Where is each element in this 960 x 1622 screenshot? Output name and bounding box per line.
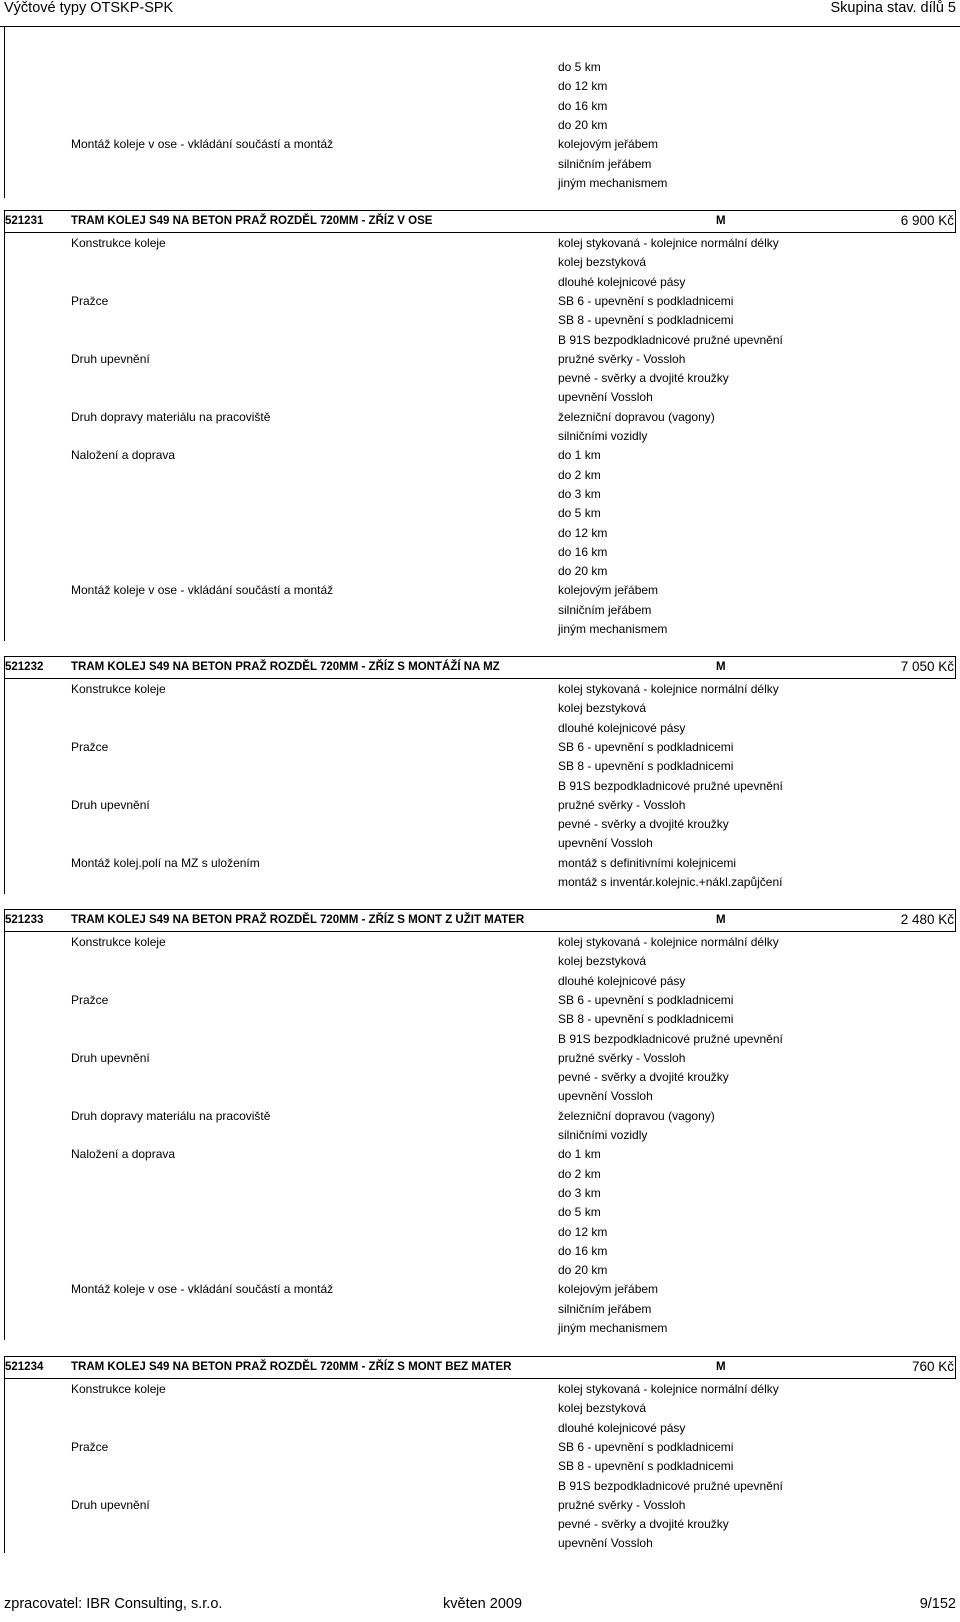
table-rule	[4, 1378, 956, 1379]
row-label: Druh dopravy materiálu na pracoviště	[71, 1108, 271, 1123]
table-border	[955, 656, 956, 679]
row-value: B 91S bezpodkladnicové pružné upevnění	[558, 332, 783, 347]
row-label: Druh dopravy materiálu na pracoviště	[71, 409, 271, 424]
row-value: jiným mechanismem	[558, 622, 668, 636]
row-value: kolejovým jeřábem	[558, 137, 659, 152]
row-value: upevnění Vossloh	[558, 1089, 653, 1104]
item-code: 521231	[5, 215, 44, 227]
table-border	[4, 656, 5, 894]
row-value: kolej bezstyková	[558, 1401, 647, 1416]
table-border	[4, 909, 5, 1340]
row-value: do 12 km	[558, 1224, 608, 1239]
item-price: 7 050 Kč	[900, 659, 954, 674]
row-value: montáž s inventár.kolejnic.+nákl.zapůjčení	[558, 875, 783, 889]
row-value: kolej bezstyková	[558, 954, 647, 969]
row-value: pružné svěrky - Vossloh	[558, 797, 686, 812]
row-label: Pražce	[71, 992, 109, 1007]
row-value: do 2 km	[558, 467, 601, 482]
row-value: montáž s definitivními kolejnicemi	[558, 855, 737, 870]
item-title: TRAM KOLEJ S49 NA BETON PRAŽ ROZDĚL 720MM - ZŘÍZ S MONTÁŽÍ NA MZ	[71, 661, 500, 673]
table-border	[955, 909, 956, 932]
row-value: do 16 km	[558, 98, 608, 113]
row-value: dlouhé kolejnicové pásy	[558, 973, 686, 988]
item-unit: M	[716, 1361, 726, 1373]
item-code: 521232	[5, 661, 44, 673]
row-label: Druh upevnění	[71, 351, 150, 366]
row-label: Naložení a doprava	[71, 1147, 176, 1162]
row-value: upevnění Vossloh	[558, 1536, 653, 1551]
footer-left-text: zpracovatel: IBR Consulting, s.r.o.	[4, 1596, 223, 1612]
item-code: 521233	[5, 914, 44, 926]
header-left-text: Výčtové typy OTSKP-SPK	[4, 0, 174, 16]
page-header	[0, 0, 960, 20]
item-title: TRAM KOLEJ S49 NA BETON PRAŽ ROZDĚL 720MM - ZŘÍZ V OSE	[71, 215, 433, 227]
row-label: Konstrukce koleje	[71, 935, 166, 949]
row-value: SB 6 - upevnění s podkladnicemi	[558, 739, 734, 754]
row-value: SB 6 - upevnění s podkladnicemi	[558, 992, 734, 1007]
row-value: pevné - svěrky a dvojité kroužky	[558, 1070, 729, 1085]
row-value: do 16 km	[558, 1243, 608, 1258]
item-title: TRAM KOLEJ S49 NA BETON PRAŽ ROZDĚL 720MM - ZŘÍZ S MONT BEZ MATER	[71, 1361, 512, 1373]
item-price: 6 900 Kč	[900, 213, 954, 228]
row-label: Konstrukce koleje	[71, 236, 166, 250]
row-value: B 91S bezpodkladnicové pružné upevnění	[558, 1478, 783, 1493]
row-value: pružné svěrky - Vossloh	[558, 1050, 686, 1065]
row-value: do 12 km	[558, 79, 608, 94]
footer-center-text: květen 2009	[443, 1596, 523, 1612]
row-value: pevné - svěrky a dvojité kroužky	[558, 1517, 729, 1532]
row-value: do 20 km	[558, 117, 608, 132]
table-rule	[4, 1356, 956, 1357]
row-value: do 3 km	[558, 486, 601, 501]
row-value: jiným mechanismem	[558, 1321, 668, 1335]
row-label: Pražce	[71, 1439, 109, 1454]
item-code: 521234	[5, 1361, 44, 1373]
row-label: Montáž koleje v ose - vkládání součástí a montáž	[71, 1282, 334, 1297]
row-value: kolejovým jeřábem	[558, 1282, 659, 1297]
row-label: Montáž koleje v ose - vkládání součástí a montáž	[71, 583, 334, 598]
row-value: kolej stykovaná - kolejnice normální délky	[558, 935, 779, 949]
row-value: upevnění Vossloh	[558, 836, 653, 851]
row-value: do 2 km	[558, 1166, 601, 1181]
table-rule	[0, 26, 960, 27]
row-label: Pražce	[71, 293, 109, 308]
row-label: Konstrukce koleje	[71, 682, 166, 696]
row-value: dlouhé kolejnicové pásy	[558, 274, 686, 289]
row-value: pružné svěrky - Vossloh	[558, 1497, 686, 1512]
table-border	[955, 1356, 956, 1379]
row-value: železniční dopravou (vagony)	[558, 409, 715, 424]
row-value: silničními vozidly	[558, 1128, 648, 1142]
item-price: 760 Kč	[911, 1359, 954, 1374]
table-rule	[4, 931, 956, 932]
row-value: silničním jeřábem	[558, 1301, 652, 1316]
row-value: silničními vozidly	[558, 429, 648, 443]
row-value: B 91S bezpodkladnicové pružné upevnění	[558, 1031, 783, 1046]
item-unit: M	[716, 661, 726, 673]
item-price: 2 480 Kč	[900, 912, 954, 927]
table-rule	[4, 210, 956, 211]
row-label: Naložení a doprava	[71, 448, 176, 463]
row-value: dlouhé kolejnicové pásy	[558, 1420, 686, 1435]
row-value: silničním jeřábem	[558, 602, 652, 617]
row-value: jiným mechanismem	[558, 175, 668, 190]
row-value: do 16 km	[558, 544, 608, 559]
footer-page-number: 9/152	[919, 1596, 956, 1612]
row-value: kolej bezstyková	[558, 701, 647, 716]
header-right-text: Skupina stav. dílů 5	[830, 0, 956, 16]
table-rule	[4, 232, 956, 233]
row-value: SB 6 - upevnění s podkladnicemi	[558, 1439, 734, 1454]
row-value: kolej stykovaná - kolejnice normální délky	[558, 1382, 779, 1396]
table-rule	[4, 909, 956, 910]
row-value: do 1 km	[558, 1147, 601, 1162]
row-value: SB 6 - upevnění s podkladnicemi	[558, 293, 734, 308]
item-title: TRAM KOLEJ S49 NA BETON PRAŽ ROZDĚL 720MM - ZŘÍZ S MONT Z UŽIT MATER	[71, 914, 525, 926]
row-label: Montáž koleje v ose - vkládání součástí a montáž	[71, 137, 334, 152]
row-label: Druh upevnění	[71, 797, 150, 812]
row-value: kolej bezstyková	[558, 255, 647, 270]
row-value: do 20 km	[558, 564, 608, 579]
row-value: upevnění Vossloh	[558, 390, 653, 405]
row-value: SB 8 - upevnění s podkladnicemi	[558, 313, 734, 328]
table-rule	[4, 656, 956, 657]
row-value: silničním jeřábem	[558, 156, 652, 171]
row-value: do 3 km	[558, 1185, 601, 1200]
row-value: do 5 km	[558, 1205, 601, 1220]
table-border	[4, 1356, 5, 1553]
row-label: Pražce	[71, 739, 109, 754]
row-value: kolej stykovaná - kolejnice normální délky	[558, 236, 779, 250]
item-unit: M	[716, 215, 726, 227]
row-value: pružné svěrky - Vossloh	[558, 351, 686, 366]
row-value: pevné - svěrky a dvojité kroužky	[558, 371, 729, 386]
row-value: do 5 km	[558, 506, 601, 521]
row-label: Montáž kolej.polí na MZ s uložením	[71, 855, 260, 870]
table-rule	[4, 678, 956, 679]
row-value: kolejovým jeřábem	[558, 583, 659, 598]
row-value: do 20 km	[558, 1263, 608, 1278]
row-label: Konstrukce koleje	[71, 1382, 166, 1396]
row-value: kolej stykovaná - kolejnice normální délky	[558, 682, 779, 696]
page-footer	[0, 1596, 960, 1616]
row-label: Druh upevnění	[71, 1497, 150, 1512]
row-value: SB 8 - upevnění s podkladnicemi	[558, 1459, 734, 1474]
row-value: do 1 km	[558, 448, 601, 463]
row-value: dlouhé kolejnicové pásy	[558, 720, 686, 735]
table-border	[955, 210, 956, 233]
row-value: železniční dopravou (vagony)	[558, 1108, 715, 1123]
row-label: Druh upevnění	[71, 1050, 150, 1065]
table-border	[4, 27, 5, 198]
row-value: B 91S bezpodkladnicové pružné upevnění	[558, 778, 783, 793]
item-unit: M	[716, 914, 726, 926]
table-border	[4, 210, 5, 641]
row-value: do 5 km	[558, 60, 601, 74]
row-value: do 12 km	[558, 525, 608, 540]
row-value: SB 8 - upevnění s podkladnicemi	[558, 759, 734, 774]
row-value: pevné - svěrky a dvojité kroužky	[558, 817, 729, 832]
row-value: SB 8 - upevnění s podkladnicemi	[558, 1012, 734, 1027]
